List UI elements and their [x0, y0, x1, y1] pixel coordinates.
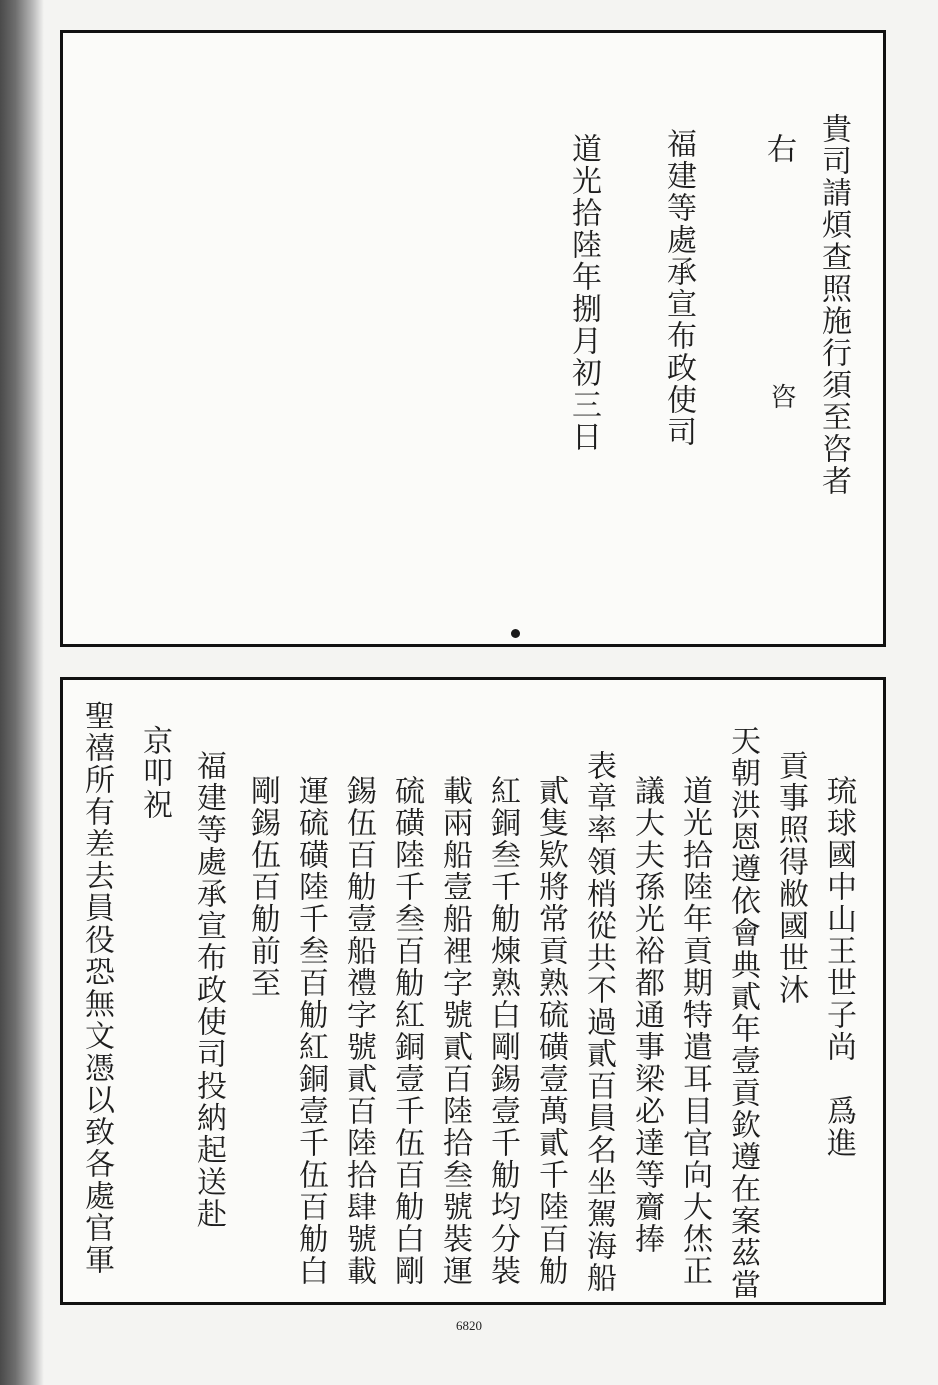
text-column: 貢事照得敝國世沐 — [773, 750, 808, 1006]
text-column: 紅銅叁千觔煉熟白剛錫壹千觔均分裝 — [485, 775, 520, 1287]
text-column: 聖禧所有差去員役恐無文憑以致各處官軍 — [79, 700, 114, 1276]
text-column: 運硫磺陸千叁百觔紅銅壹千伍百觔白 — [293, 775, 328, 1287]
binding-shadow — [0, 0, 44, 1385]
page-number: 6820 — [456, 1318, 482, 1333]
text-column: 咨 — [766, 383, 796, 411]
text-column: 貳隻欵將常貢熟硫磺壹萬貳千陸百觔 — [533, 775, 568, 1287]
text-column: 京叩祝 — [137, 725, 172, 821]
text-column: 貴司請煩查照施行須至咨者 — [816, 113, 851, 497]
text-column: 福建等處承宣布政使司 — [661, 128, 696, 448]
text-column: 福建等處承宣布政使司投納起送赴 — [191, 750, 226, 1230]
text-column: 剛錫伍百觔前至 — [245, 775, 280, 999]
text-column: 琉球國中山王世子尚 爲進 — [821, 775, 856, 1159]
bottom-document-panel — [60, 677, 886, 1305]
text-column: 右 — [761, 133, 796, 165]
text-column: 道光拾陸年貢期特遣耳目官向大烋正 — [677, 775, 712, 1287]
text-column: 錫伍百觔壹船禮字號貳百陸拾肆號載 — [341, 775, 376, 1287]
text-column: 硫磺陸千叁百觔紅銅壹千伍百觔白剛 — [389, 775, 424, 1287]
text-column: 議大夫孫光裕都通事梁必達等齎捧 — [629, 775, 664, 1255]
binding-hole-mark — [511, 629, 520, 638]
text-column: 載兩船壹船裡字號貳百陸拾叁號裝運 — [437, 775, 472, 1287]
text-column: 道光拾陸年捌月初三日 — [566, 133, 601, 453]
top-document-panel — [60, 30, 886, 647]
text-column: 表章率領梢從共不過貳百員名坐駕海船 — [581, 750, 616, 1294]
text-column: 天朝洪恩遵依會典貳年壹貢欽遵在案茲當 — [725, 725, 760, 1301]
